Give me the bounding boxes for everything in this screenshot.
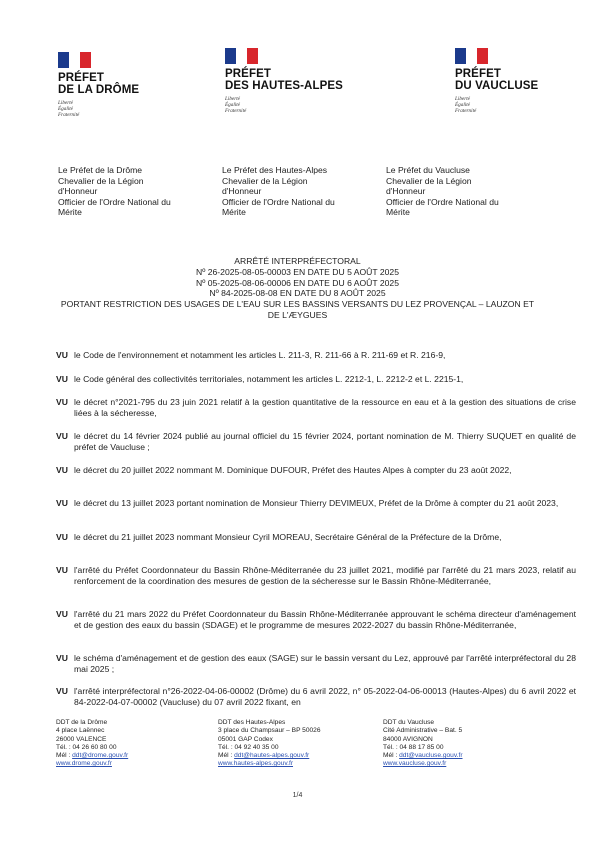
logo-prefet-hautes-alpes	[225, 48, 355, 114]
vu-paragraph: VU le schéma d'aménagement et de gestion des eaux (SAGE) sur le bassin versant du Lez, approuvé par l'arrêté interpréfectoral du 28 mai 2025 ;	[56, 653, 576, 674]
email-link[interactable]: ddt@hautes-alpes.gouv.fr	[234, 752, 310, 760]
vu-paragraph: VU le décret n°2021-795 du 23 juin 2021 relatif à la gestion quantitative de la ressource en eau et à la gestion des situations de crise liées à la sécheresse,	[56, 397, 576, 418]
vu-paragraph: VU le décret du 13 juillet 2023 portant nomination de Monsieur Thierry DEVIMEUX, Préfet de la Drôme à compter du 21 août 2023,	[56, 498, 559, 508]
arrete-heading	[40, 256, 555, 321]
logo-title-line2: DES HAUTES-ALPES	[225, 80, 343, 92]
email-link[interactable]: ddt@vaucluse.gouv.fr	[399, 752, 463, 760]
footer-ddt-drome: DDT de la Drôme 4 place Laënnec 26000 VALENCE Tél. : 04 26 60 80 00 Mél : ddt@drome.gouv.fr www.drome.gouv.fr	[56, 719, 206, 769]
arrete-title: ARRÊTÉ INTERPRÉFECTORAL	[234, 256, 361, 266]
vu-paragraph: VU le décret du 20 juillet 2022 nommant M. Dominique DUFOUR, Préfet des Hautes Alpes à compter du 23 août 2022,	[56, 465, 512, 475]
logo-title-line2: DU VAUCLUSE	[455, 80, 539, 92]
vu-paragraph: VU le décret du 21 juillet 2023 nommant Monsieur Cyril MOREAU, Secrétaire Général de la Préfecture de la Drôme,	[56, 532, 502, 542]
website-link[interactable]: www.hautes-alpes.gouv.fr	[218, 760, 294, 768]
arrete-subject: PORTANT RESTRICTION DES USAGES DE L'EAU SUR LES BASSINS VERSANTS DU LEZ PROVENÇAL – LAUZON ET DE L'ÆYGUES	[60, 299, 535, 320]
website-link[interactable]: www.vaucluse.gouv.fr	[383, 760, 447, 768]
arrete-number-hautes-alpes: Nº 05-2025-08-06-00006 EN DATE DU 6 AOÛT 2025	[196, 277, 399, 288]
republic-motto: Liberté Égalité Fraternité	[225, 96, 247, 114]
logo-prefet-drome	[58, 52, 188, 118]
page-number: 1/4	[292, 792, 303, 799]
logo-title-line1: PRÉFET	[225, 68, 271, 80]
prefet-vaucluse-title: Le Préfet du Vaucluse Chevalier de la Légion d'Honneur Officier de l'Ordre National du Mérite	[386, 165, 499, 217]
french-flag-icon	[58, 52, 91, 68]
prefet-drome-title: Le Préfet de la Drôme Chevalier de la Légion d'Honneur Officier de l'Ordre National du Mérite	[58, 165, 171, 217]
logo-prefet-vaucluse	[455, 48, 585, 114]
vu-paragraph: VU le décret du 14 février 2024 publié au journal officiel du 15 février 2024, portant nomination de M. Thierry SUQUET en qualité de préfet de Vaucluse ;	[56, 431, 576, 452]
logo-title-line2: DE LA DRÔME	[58, 84, 140, 96]
vu-paragraph: VU le Code de l'environnement et notamment les articles L. 211-3, R. 211-66 à R. 211-69 et R. 216-9,	[56, 350, 446, 360]
arrete-number-vaucluse: Nº 84-2025-08-08 EN DATE DU 8 AOÛT 2025	[209, 288, 386, 299]
vu-paragraph: VU l'arrêté du Préfet Coordonnateur du Bassin Rhône-Méditerranée du 23 juillet 2021, modifié par l'arrêté du 21 mars 2023, relatif au renforcement de la coordination des mesures de gestion de la sécheresse sur le Bassin Rhône-Méditerranée,	[56, 565, 576, 586]
vu-paragraph: VU le Code général des collectivités territoriales, notamment les articles L. 2212-1, L. 2212-2 et L. 2215-1,	[56, 374, 464, 384]
vu-paragraph: VU l'arrêté interpréfectoral n°26-2022-04-06-00002 (Drôme) du 6 avril 2022, n° 05-2022-04-06-00013 (Hautes-Alpes) du 6 avril 2022 et 84-2022-04-07-00002 (Vaucluse) du 07 avril 2022 fixant, en	[56, 686, 576, 707]
footer-ddt-vaucluse: DDT du Vaucluse Cité Administrative – Bat. 5 84000 AVIGNON Tél. : 04 88 17 85 00 Mél : ddt@vaucluse.gouv.fr www.vaucluse.gouv.fr	[383, 719, 533, 769]
footer-ddt-hautes-alpes: DDT des Hautes-Alpes 3 place du Champsaur – BP 50026 05001 GAP Codex Tél. : 04 92 40 35 00 Mél : ddt@hautes-alpes.gouv.fr www.hautes-alpes.gouv.fr	[218, 719, 368, 769]
prefet-hautes-alpes-title: Le Préfet des Hautes-Alpes Chevalier de la Légion d'Honneur Officier de l'Ordre National du Mérite	[222, 165, 335, 217]
french-flag-icon	[225, 48, 258, 64]
arrete-number-drome: Nº 26-2025-08-05-00003 EN DATE DU 5 AOÛT 2025	[196, 266, 399, 277]
french-flag-icon	[455, 48, 488, 64]
vu-paragraph: VU l'arrêté du 21 mars 2022 du Préfet Coordonnateur du Bassin Rhône-Méditerranée approuvant le schéma directeur d'aménagement et de gestion des eaux du bassin (SDAGE) et le programme de mesures 2022-2027 du bassin Rhône-Méditerranée,	[56, 609, 576, 630]
republic-motto: Liberté Égalité Fraternité	[455, 96, 477, 114]
logo-title-line1: PRÉFET	[455, 68, 501, 80]
email-link[interactable]: ddt@drome.gouv.fr	[72, 752, 129, 760]
republic-motto: Liberté Égalité Fraternité	[58, 100, 80, 118]
website-link[interactable]: www.drome.gouv.fr	[56, 760, 112, 768]
logo-title-line1: PRÉFET	[58, 72, 104, 84]
